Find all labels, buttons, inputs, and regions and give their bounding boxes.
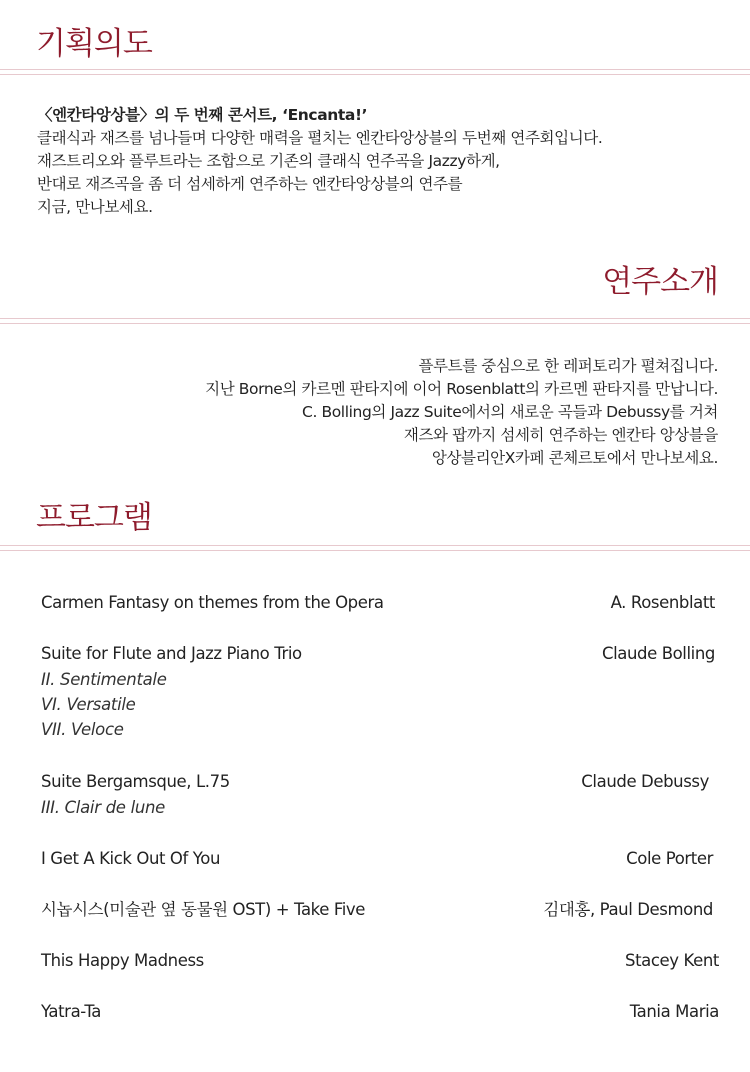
intent-line: 〈엔칸타앙상블〉의 두 번째 콘서트, ‘Encanta!’ [37, 106, 368, 124]
movement: VI. Versatile [41, 695, 136, 714]
performance-text [205, 355, 718, 470]
intent-text [37, 104, 602, 219]
composer: Claude Bolling [601, 644, 715, 663]
performance-line: C. Bolling의 Jazz Suite에서의 새로운 곡들과 Debussy를 거쳐 [302, 403, 718, 421]
piece-title: Suite Bergamsque, L.75 [41, 772, 230, 791]
piece-title: Yatra-Ta [41, 1002, 101, 1021]
intent-title: 기획의도 [36, 26, 152, 62]
performance-line: 플루트를 중심으로 한 레퍼토리가 펼쳐집니다. [418, 357, 718, 375]
piece-title: Carmen Fantasy on themes from the Opera [41, 593, 384, 612]
program-item [41, 590, 719, 616]
program-item [41, 897, 719, 923]
piece-title: 시놉시스(미술관 옆 동물원 OST) + Take Five [41, 900, 366, 919]
performance-line: 지난 Borne의 카르멘 판타지에 이어 Rosenblatt의 카르멘 판타지를 만납니다. [205, 380, 718, 398]
intent-line: 지금, 만나보세요. [37, 198, 153, 216]
composer: Tania Maria [629, 1002, 719, 1021]
program-item [41, 999, 719, 1025]
intent-line: 클래식과 재즈를 넘나들며 다양한 매력을 펼치는 엔칸타앙상블의 두번째 연주회입니다. [37, 129, 603, 147]
intent-line: 재즈트리오와 플루트라는 조합으로 기존의 클래식 연주곡을 Jazzy하게, [37, 152, 500, 170]
movement: VII. Veloce [41, 720, 124, 739]
performance-divider [0, 318, 750, 324]
intent-divider [0, 69, 750, 75]
movement: III. Clair de lune [41, 798, 166, 817]
composer: 김대홍, Paul Desmond [543, 900, 713, 919]
performance-line: 앙상블리안X카페 콘체르토에서 만나보세요. [431, 449, 718, 467]
program-item [41, 948, 719, 974]
piece-title: Suite for Flute and Jazz Piano Trio [41, 644, 302, 663]
piece-title: This Happy Madness [41, 951, 204, 970]
performance-title: 연주소개 [602, 264, 718, 300]
composer: Cole Porter [626, 849, 713, 868]
piece-title: I Get A Kick Out Of You [41, 849, 221, 868]
program-item [41, 769, 719, 820]
movement: II. Sentimentale [41, 670, 167, 689]
program-item [41, 846, 719, 872]
composer: A. Rosenblatt [610, 593, 715, 612]
performance-line: 재즈와 팝까지 섬세히 연주하는 엔칸타 앙상블을 [403, 426, 718, 444]
composer: Claude Debussy [581, 772, 709, 791]
program-divider [0, 545, 750, 551]
program-item [41, 641, 719, 742]
program-title: 프로그램 [36, 500, 152, 536]
composer: Stacey Kent [625, 951, 719, 970]
intent-line: 반대로 재즈곡을 좀 더 섬세하게 연주하는 엔칸타앙상블의 연주를 [37, 175, 463, 193]
